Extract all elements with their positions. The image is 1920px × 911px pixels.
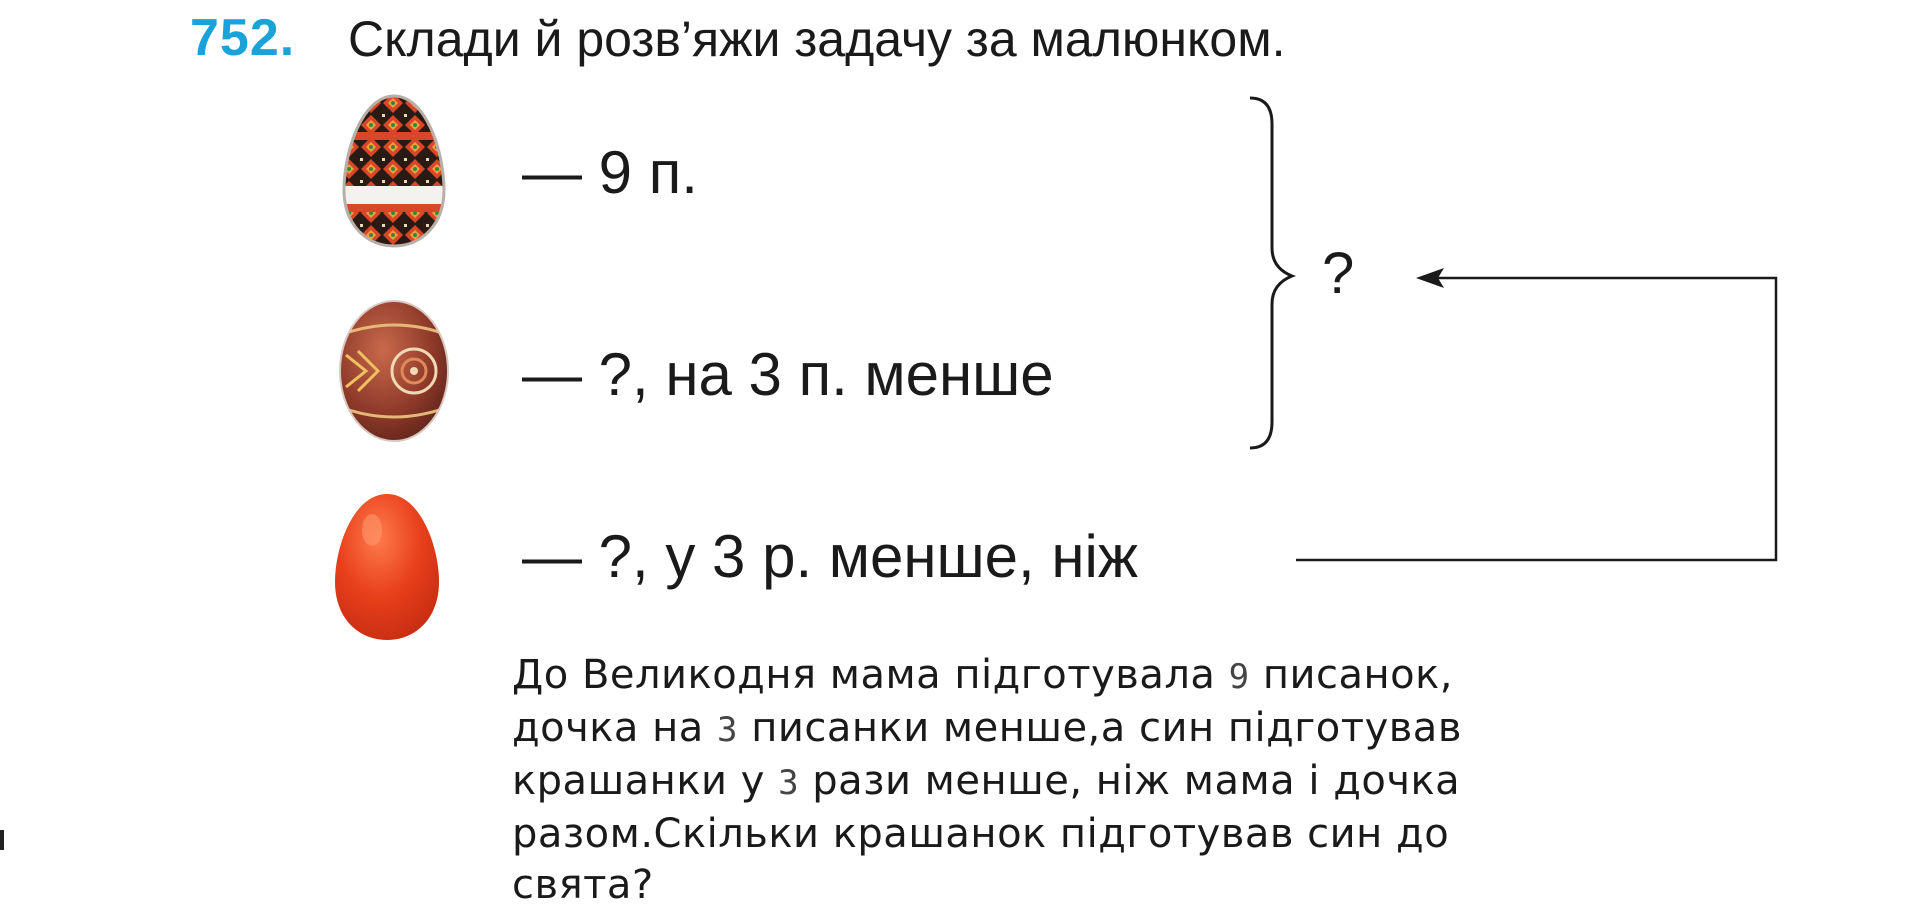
- problem-line-1: До Великодня мама підготувала 9 писанок,: [512, 652, 1453, 698]
- row-label-embroidered: — 9 п.: [522, 139, 698, 206]
- row-label-painted: — ?, на 3 п. менше: [522, 341, 1054, 408]
- connector-line: [1296, 278, 1776, 560]
- task-number: 752.: [190, 9, 296, 67]
- task-title: Склади й розв’яжи задачу за малюнком.: [348, 11, 1286, 67]
- problem-line-2: дочка на 3 писанки менше,а син підготував: [512, 705, 1462, 751]
- problem-line-4: разом.Скільки крашанок підготував син до: [512, 811, 1450, 857]
- edge-mark: [0, 830, 4, 850]
- row-label-krashanka: — ?, у 3 р. менше, ніж: [522, 523, 1138, 590]
- problem-line-5: свята?: [512, 862, 654, 908]
- problem-line-3: крашанки у 3 рази менше, ніж мама і дочка: [512, 758, 1461, 804]
- curly-brace: [1250, 98, 1292, 448]
- problem-text: [512, 650, 1612, 911]
- brace-result-question: ?: [1322, 241, 1355, 306]
